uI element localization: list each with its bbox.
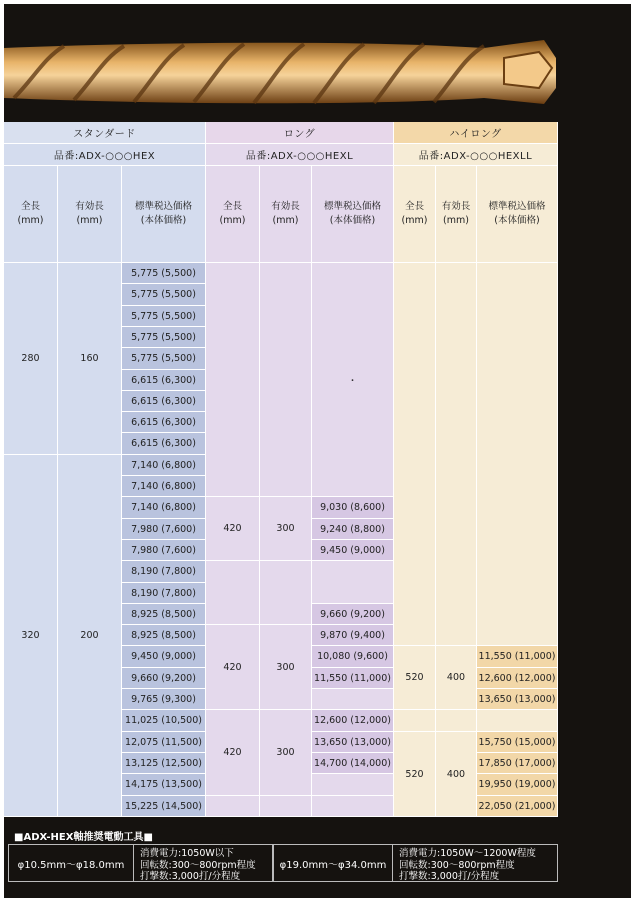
long-empty-cell — [206, 263, 260, 497]
hilong-title: ハイロング — [394, 122, 558, 144]
long-total-length: 420 — [206, 497, 260, 561]
standard-price-cell: 7,980 (7,600) — [122, 519, 206, 540]
footer-title: ■ADX-HEX軸推奨電動工具■ — [14, 832, 153, 843]
hilong-price-cell: 13,650 (13,000) — [477, 689, 558, 710]
long-price-cell: 9,870 (9,400) — [312, 625, 394, 646]
standard-price-cell: 5,775 (5,500) — [122, 327, 206, 348]
col-header-length: 全長 (mm) — [394, 166, 436, 263]
col-header-length: 全長 (mm) — [4, 166, 58, 263]
footer-range-small: φ10.5mm〜φ18.0mm — [8, 844, 134, 882]
standard-price-cell: 15,225 (14,500) — [122, 796, 206, 817]
standard-title: スタンダード — [4, 122, 206, 144]
col-header-price: 標準税込価格 (本体価格) — [122, 166, 206, 263]
footer-spec-small-impact: 打撃数:3,000打/分程度 — [140, 871, 241, 882]
standard-price-cell: 12,075 (11,500) — [122, 732, 206, 753]
standard-price-cell: 6,615 (6,300) — [122, 391, 206, 412]
hilong-empty-cell — [477, 710, 558, 732]
standard-price-cell: 9,660 (9,200) — [122, 668, 206, 689]
col-header-price: 標準税込価格 (本体価格) — [477, 166, 558, 263]
standard-effective-length: 200 — [58, 455, 122, 817]
long-price-cell: 9,660 (9,200) — [312, 604, 394, 625]
footer-spec-large — [393, 844, 558, 882]
hilong-total-length: 520 — [394, 646, 436, 710]
standard-price-cell: 13,125 (12,500) — [122, 753, 206, 774]
hilong-price-cell: 12,600 (12,000) — [477, 668, 558, 689]
standard-price-cell: 9,765 (9,300) — [122, 689, 206, 710]
col-header-effective: 有効長 (mm) — [436, 166, 477, 263]
long-empty-cell — [312, 689, 394, 710]
long-empty-cell: ・ — [312, 263, 394, 497]
hilong-empty-cell — [394, 710, 436, 732]
footer-spec-small-power: 消費電力:1050W以下 — [140, 848, 234, 859]
standard-price-cell: 7,140 (6,800) — [122, 497, 206, 519]
long-price-cell: 9,450 (9,000) — [312, 540, 394, 561]
footer-spec-small — [134, 844, 273, 882]
long-empty-cell — [260, 796, 312, 817]
long-empty-cell — [312, 774, 394, 796]
long-price-cell: 10,080 (9,600) — [312, 646, 394, 668]
standard-price-cell: 8,925 (8,500) — [122, 604, 206, 625]
long-total-length: 420 — [206, 625, 260, 710]
long-empty-cell — [312, 796, 394, 817]
hilong-effective-length: 400 — [436, 646, 477, 710]
hilong-empty-cell — [477, 263, 558, 646]
standard-price-cell: 9,450 (9,000) — [122, 646, 206, 668]
long-price-cell: 11,550 (11,000) — [312, 668, 394, 689]
long-model: 品番:ADX-○○○HEXL — [206, 144, 394, 166]
col-header-length: 全長 (mm) — [206, 166, 260, 263]
standard-price-cell: 5,775 (5,500) — [122, 348, 206, 370]
long-price-cell: 12,600 (12,000) — [312, 710, 394, 732]
standard-price-cell: 7,140 (6,800) — [122, 476, 206, 497]
footer-spec-large-power: 消費電力:1050W〜1200W程度 — [399, 848, 536, 859]
hilong-empty-cell — [436, 263, 477, 646]
long-empty-cell — [260, 263, 312, 497]
standard-price-cell: 5,775 (5,500) — [122, 284, 206, 306]
hilong-empty-cell — [436, 710, 477, 732]
long-price-cell: 14,700 (14,000) — [312, 753, 394, 774]
footer-spec-large-rpm: 回転数:300〜800rpm程度 — [399, 859, 515, 871]
standard-price-cell: 5,775 (5,500) — [122, 306, 206, 327]
standard-price-cell: 8,190 (7,800) — [122, 583, 206, 604]
hilong-price-cell: 17,850 (17,000) — [477, 753, 558, 774]
long-title: ロング — [206, 122, 394, 144]
hilong-total-length: 520 — [394, 732, 436, 817]
footer-spec-large-impact: 打撃数:3,000打/分程度 — [399, 871, 500, 882]
standard-price-cell: 6,615 (6,300) — [122, 370, 206, 391]
long-effective-length: 300 — [260, 497, 312, 561]
standard-price-cell: 14,175 (13,500) — [122, 774, 206, 796]
standard-total-length: 320 — [4, 455, 58, 817]
hilong-price-cell: 22,050 (21,000) — [477, 796, 558, 817]
col-header-effective: 有効長 (mm) — [260, 166, 312, 263]
standard-price-cell: 8,925 (8,500) — [122, 625, 206, 646]
standard-price-cell: 7,140 (6,800) — [122, 455, 206, 476]
standard-effective-length: 160 — [58, 263, 122, 455]
long-empty-cell — [260, 561, 312, 625]
standard-price-cell: 7,980 (7,600) — [122, 540, 206, 561]
hilong-model: 品番:ADX-○○○HEXLL — [394, 144, 558, 166]
hilong-empty-cell — [394, 263, 436, 646]
long-price-cell: 9,240 (8,800) — [312, 519, 394, 540]
long-price-cell: 13,650 (13,000) — [312, 732, 394, 753]
long-effective-length: 300 — [260, 625, 312, 710]
catalog-page — [4, 4, 631, 898]
long-empty-cell — [206, 796, 260, 817]
long-total-length: 420 — [206, 710, 260, 796]
hilong-price-cell: 19,950 (19,000) — [477, 774, 558, 796]
standard-price-cell: 11,025 (10,500) — [122, 710, 206, 732]
long-empty-cell — [206, 561, 260, 625]
standard-price-cell: 5,775 (5,500) — [122, 263, 206, 284]
standard-price-cell: 6,615 (6,300) — [122, 433, 206, 455]
drill-bit-image — [4, 18, 631, 118]
long-empty-cell — [312, 561, 394, 604]
col-header-effective: 有効長 (mm) — [58, 166, 122, 263]
hilong-price-cell: 15,750 (15,000) — [477, 732, 558, 753]
footer-range-large: φ19.0mm〜φ34.0mm — [273, 844, 393, 882]
standard-model: 品番:ADX-○○○HEX — [4, 144, 206, 166]
standard-total-length: 280 — [4, 263, 58, 455]
long-price-cell: 9,030 (8,600) — [312, 497, 394, 519]
hilong-effective-length: 400 — [436, 732, 477, 817]
col-header-price: 標準税込価格 (本体価格) — [312, 166, 394, 263]
standard-price-cell: 8,190 (7,800) — [122, 561, 206, 583]
hilong-price-cell: 11,550 (11,000) — [477, 646, 558, 668]
standard-price-cell: 6,615 (6,300) — [122, 412, 206, 433]
footer-spec-small-rpm: 回転数:300〜800rpm程度 — [140, 859, 256, 871]
long-effective-length: 300 — [260, 710, 312, 796]
